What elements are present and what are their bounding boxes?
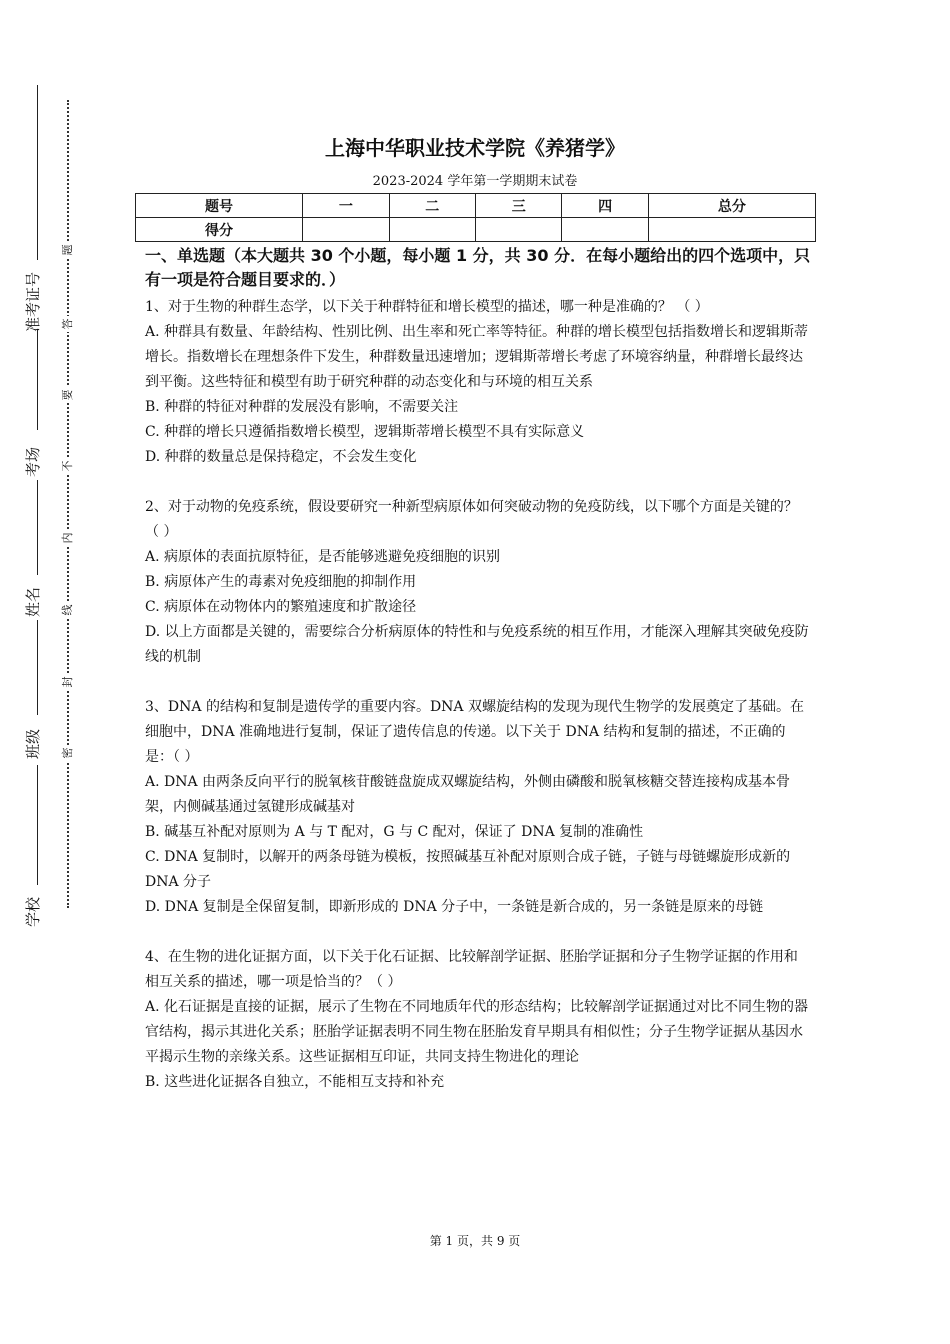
binding-line xyxy=(37,765,38,885)
question xyxy=(145,495,810,670)
binding-line xyxy=(37,85,38,260)
binding-line xyxy=(37,480,38,575)
page-footer: 第 1 页，共 9 页 xyxy=(429,1234,521,1248)
question-option: C. 种群的增长只遵循指数增长模型，逻辑斯蒂增长模型不具有实际意义 xyxy=(145,424,585,440)
question-stem: 1、对于生物的种群生态学，以下关于种群特征和增长模型的描述，哪一种是准确的？ （ ） xyxy=(145,299,709,315)
score-cell: 四 xyxy=(562,194,648,218)
name-label: 姓名 xyxy=(24,586,42,617)
score-cell: 总分 xyxy=(648,194,815,218)
question-stem: 4、在生物的进化证据方面，以下关于化石证据、比较解剖学证据、胚胎学证据和分子生物学证据的作用和相互关系的描述，哪一项是恰当的？（ ） xyxy=(145,949,798,990)
score-cell-empty xyxy=(475,218,561,242)
seal-word: 答 xyxy=(60,316,76,332)
score-cell: 三 xyxy=(475,194,561,218)
seal-dotted-line xyxy=(67,100,69,908)
binding-line xyxy=(37,330,38,430)
score-cell: 一 xyxy=(303,194,389,218)
question-option: D. 种群的数量总是保持稳定，不会发生变化 xyxy=(145,449,417,465)
exam-room-label: 考场 xyxy=(24,446,42,477)
section-title: 一、单选题（本大题共 30 个小题，每小题 1 分，共 30 分．在每小题给出的四个选项中，只有一项是符合题目要求的．） xyxy=(145,246,811,289)
score-cell: 得分 xyxy=(136,218,303,242)
seal-word: 线 xyxy=(60,602,76,618)
score-cell-empty xyxy=(562,218,648,242)
exam-subtitle: 2023-2024 学年第一学期期末试卷 xyxy=(372,174,578,189)
score-cell-empty xyxy=(648,218,815,242)
question-stem: 3、DNA 的结构和复制是遗传学的重要内容。DNA 双螺旋结构的发现为现代生物学的发展奠定了基础。在细胞中，DNA 准确地进行复制，保证了遗传信息的传递。以下关于 DNA 结构和复制的描述，不正确的是：（ ） xyxy=(145,699,804,765)
question xyxy=(145,695,810,920)
question-option: D. 以上方面都是关键的，需要综合分析病原体的特性和与免疫系统的相互作用，才能深入理解其突破免疫防线的机制 xyxy=(145,624,809,665)
seal-word: 题 xyxy=(60,242,76,258)
seal-word: 密 xyxy=(60,745,76,761)
question-option: A. DNA 由两条反向平行的脱氧核苷酸链盘旋成双螺旋结构，外侧由磷酸和脱氧核糖交替连接构成基本骨架，内侧碱基通过氢键形成碱基对 xyxy=(145,774,791,815)
seal-word: 封 xyxy=(60,674,76,690)
score-cell-empty xyxy=(389,218,475,242)
school-label: 学校 xyxy=(24,896,42,927)
seal-word: 内 xyxy=(60,530,76,546)
seal-word: 要 xyxy=(60,387,76,403)
question-option: B. 病原体产生的毒素对免疫细胞的抑制作用 xyxy=(145,574,417,590)
binding-line xyxy=(37,620,38,715)
exam-title: 上海中华职业技术学院《养猪学》 xyxy=(325,136,625,160)
score-cell-empty xyxy=(303,218,389,242)
question xyxy=(145,945,810,1095)
question-option: B. 碱基互补配对原则为 A 与 T 配对，G 与 C 配对，保证了 DNA 复制的准确性 xyxy=(145,824,644,840)
exam-number-label: 准考证号 xyxy=(24,271,42,332)
question-option: A. 病原体的表面抗原特征，是否能够逃避免疫细胞的识别 xyxy=(145,549,501,565)
score-table-header-row xyxy=(136,194,816,218)
question-option: B. 种群的特征对种群的发展没有影响，不需要关注 xyxy=(145,399,459,415)
class-label: 班级 xyxy=(24,728,42,759)
question-option: D. DNA 复制是全保留复制，即新形成的 DNA 分子中，一条链是新合成的，另一条链是原来的母链 xyxy=(145,899,764,915)
seal-word: 不 xyxy=(60,458,76,474)
score-table xyxy=(135,193,816,242)
question-stem: 2、对于动物的免疫系统，假设要研究一种新型病原体如何突破动物的免疫防线，以下哪个方面是关键的？（ ） xyxy=(145,499,798,540)
question-option: B. 这些进化证据各自独立，不能相互支持和补充 xyxy=(145,1074,445,1090)
question xyxy=(145,295,810,470)
question-option: C. 病原体在动物体内的繁殖速度和扩散途径 xyxy=(145,599,417,615)
question-option: C. DNA 复制时，以解开的两条母链为模板，按照碱基互补配对原则合成子链，子链与母链螺旋形成新的 DNA 分子 xyxy=(145,849,791,890)
score-cell: 题号 xyxy=(136,194,303,218)
question-option: A. 种群具有数量、年龄结构、性别比例、出生率和死亡率等特征。种群的增长模型包括指数增长和逻辑斯蒂增长。指数增长在理想条件下发生，种群数量迅速增加；逻辑斯蒂增长考虑了环境容纳量，种群增长最终达到平衡。这些特征和模型有助于研究种群的动态变化和与环境的相互关系 xyxy=(145,324,809,390)
question-option: A. 化石证据是直接的证据，展示了生物在不同地质年代的形态结构；比较解剖学证据通过对比不同生物的器官结构，揭示其进化关系；胚胎学证据表明不同生物在胚胎发育早期具有相似性；分子生物学证据从基因水平揭示生物的亲缘关系。这些证据相互印证，共同支持生物进化的理论 xyxy=(145,999,809,1065)
score-cell: 二 xyxy=(389,194,475,218)
score-table-score-row xyxy=(136,218,816,242)
question-list xyxy=(145,295,810,1120)
